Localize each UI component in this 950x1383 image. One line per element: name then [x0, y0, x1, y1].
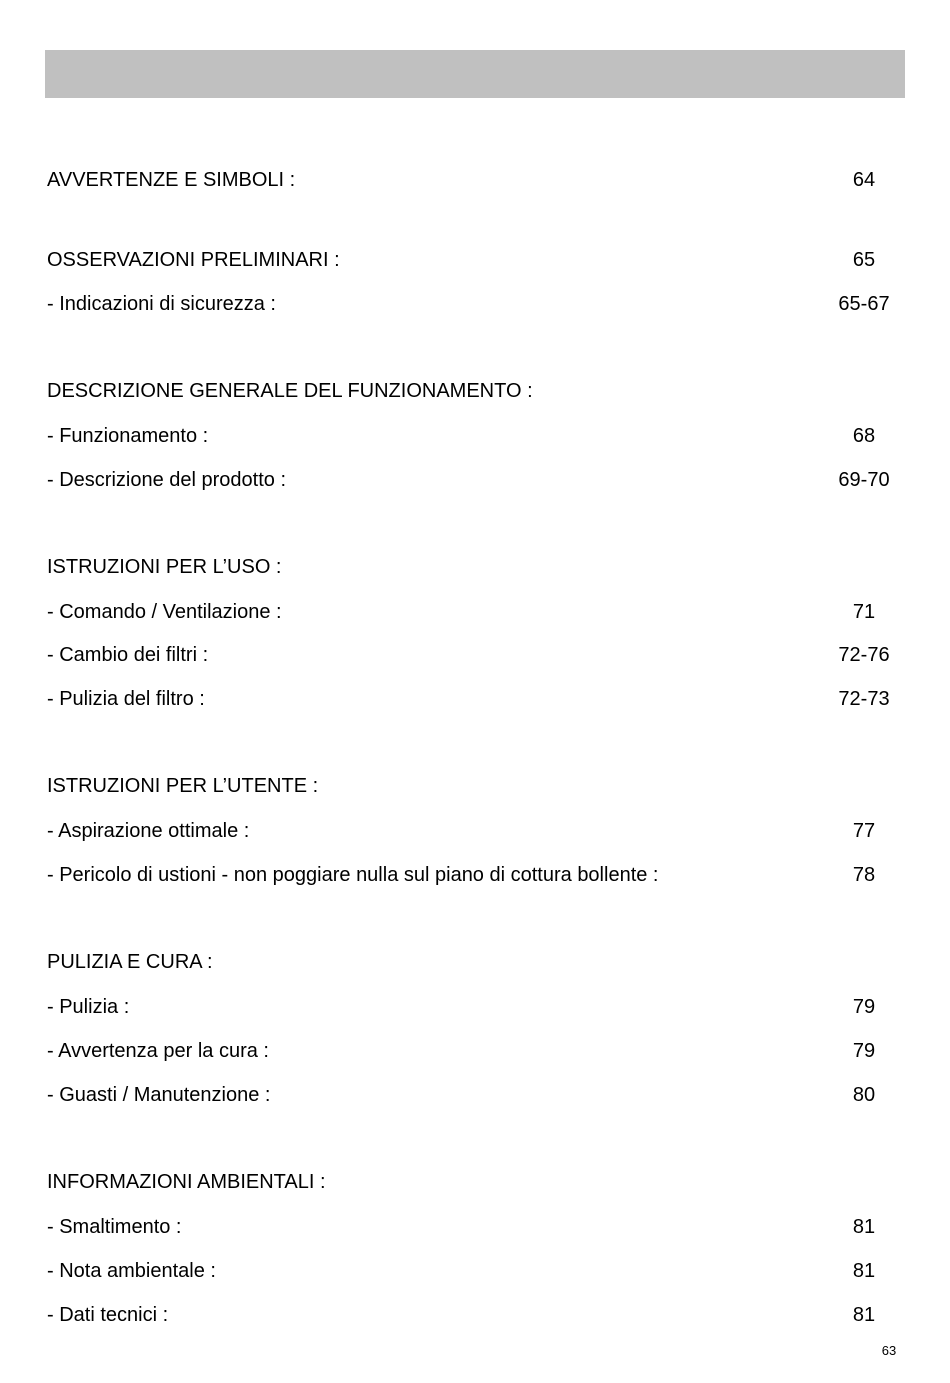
toc-entry-funzionamento — [47, 423, 927, 449]
toc-page: 77 — [852, 820, 876, 842]
toc-label: DESCRIZIONE GENERALE DEL FUNZIONAMENTO : — [47, 380, 533, 402]
toc-label: AVVERTENZE E SIMBOLI : — [47, 169, 296, 191]
toc-page: 81 — [852, 1260, 876, 1282]
toc-label: - Pulizia : — [47, 996, 130, 1018]
toc-page: 79 — [852, 996, 876, 1018]
toc-page: 65-67 — [838, 293, 890, 315]
toc-label: - Avvertenza per la cura : — [47, 1040, 269, 1062]
toc-entry-guasti-manutenzione — [47, 1082, 927, 1108]
toc-entry-informazioni-ambientali — [47, 1169, 927, 1195]
toc-page: 68 — [852, 425, 876, 447]
toc-label: - Nota ambientale : — [47, 1260, 216, 1282]
toc-label: - Pericolo di ustioni - non poggiare nulla sul piano di cottura bollente : — [47, 864, 659, 886]
toc-entry-nota-ambientale — [47, 1258, 927, 1284]
toc-label: - Cambio dei filtri : — [47, 644, 209, 666]
header-band — [45, 50, 905, 98]
toc-page: 80 — [852, 1084, 876, 1106]
toc-label: - Aspirazione ottimale : — [47, 820, 250, 842]
toc-entry-pulizia-cura — [47, 949, 927, 975]
toc-entry-descrizione-generale — [47, 378, 927, 404]
toc-entry-istruzioni-uso — [47, 554, 927, 580]
toc-label: - Comando / Ventilazione : — [47, 601, 282, 623]
toc-label: - Smaltimento : — [47, 1216, 182, 1238]
toc-entry-avvertenza-cura — [47, 1038, 927, 1064]
toc-entry-indicazioni-sicurezza — [47, 291, 927, 317]
toc-page: 71 — [852, 601, 876, 623]
toc-label: - Dati tecnici : — [47, 1304, 169, 1326]
toc-page: 64 — [852, 169, 876, 191]
toc-label: - Guasti / Manutenzione : — [47, 1084, 271, 1106]
toc-entry-osservazioni-preliminari — [47, 247, 927, 273]
toc-page: 81 — [852, 1304, 876, 1326]
toc-label: - Descrizione del prodotto : — [47, 469, 287, 491]
toc-page: 78 — [852, 864, 876, 886]
toc-label: OSSERVAZIONI PRELIMINARI : — [47, 249, 340, 271]
toc-label: ISTRUZIONI PER L’USO : — [47, 556, 282, 578]
toc-page: 79 — [852, 1040, 876, 1062]
toc-page: 81 — [852, 1216, 876, 1238]
toc-label: PULIZIA E CURA : — [47, 951, 213, 973]
toc-page: 72-73 — [838, 688, 890, 710]
toc-entry-descrizione-prodotto — [47, 467, 927, 493]
toc-entry-istruzioni-utente — [47, 773, 927, 799]
toc-entry-smaltimento — [47, 1214, 927, 1240]
toc-entry-pericolo-ustioni — [47, 862, 927, 888]
toc-entry-comando-ventilazione — [47, 599, 927, 625]
toc-label: INFORMAZIONI AMBIENTALI : — [47, 1171, 326, 1193]
toc-page: 69-70 — [838, 469, 890, 491]
toc-entry-dati-tecnici — [47, 1302, 927, 1328]
toc-label: - Funzionamento : — [47, 425, 209, 447]
toc-label: - Indicazioni di sicurezza : — [47, 293, 276, 315]
toc-entry-avvertenze-simboli — [47, 167, 927, 193]
toc-label: - Pulizia del filtro : — [47, 688, 205, 710]
toc-page: 65 — [852, 249, 876, 271]
page-number: 63 — [881, 1343, 897, 1358]
toc-entry-cambio-filtri — [47, 642, 927, 668]
toc-label: ISTRUZIONI PER L’UTENTE : — [47, 775, 319, 797]
toc-entry-pulizia-filtro — [47, 686, 927, 712]
toc-page: 72-76 — [838, 644, 890, 666]
toc-entry-pulizia — [47, 994, 927, 1020]
toc-entry-aspirazione-ottimale — [47, 818, 927, 844]
